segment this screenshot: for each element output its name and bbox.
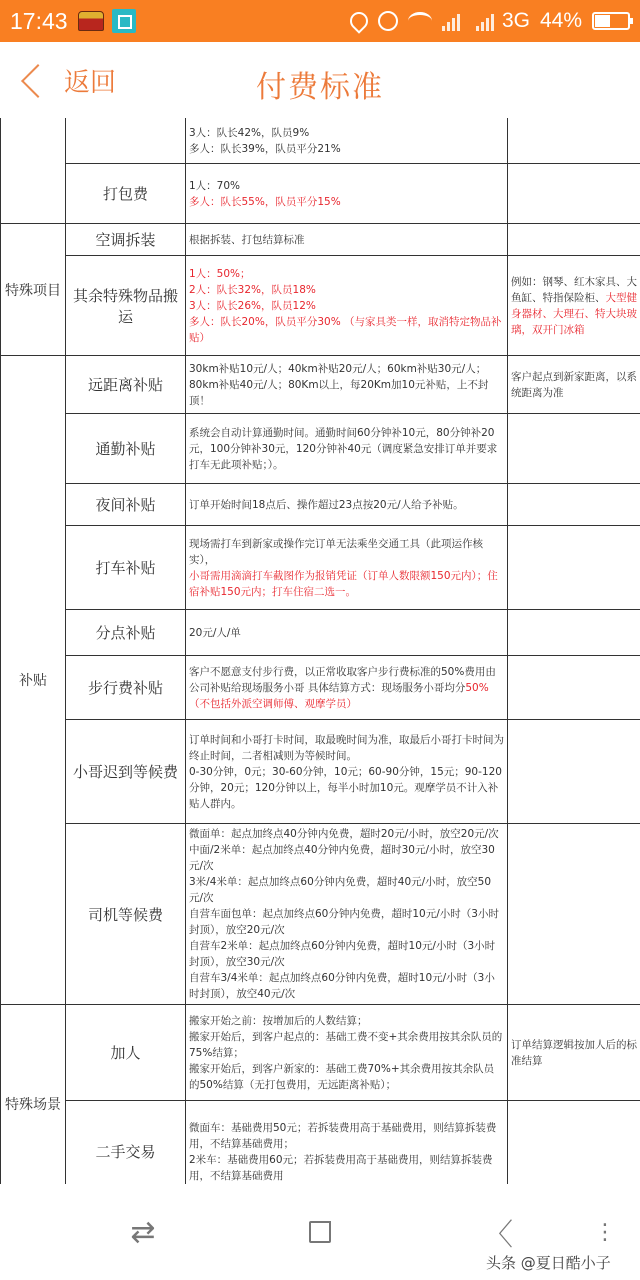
description-text: 0-30分钟，0元；30-60分钟，10元；60-90分钟，15元；90-120分钟，20元；120分钟以上，每半小时加10元。观摩学员不计入补贴人群内。 — [189, 765, 502, 810]
alarm-icon — [378, 11, 398, 31]
nav-bar — [0, 42, 640, 118]
note-cell — [508, 824, 640, 1005]
description-text: 自营车面包单：起点加终点60分钟内免费，超时10元/小时（3小时封顶），放空20元/次 — [189, 908, 499, 936]
description-text: 50%（不包括外派空调师傅、观摩学员） — [189, 681, 489, 710]
back-label: 返回 — [64, 68, 117, 98]
description-text: 订单时间和小哥打卡时间，取最晚时间为准，取最后小哥打卡时间为终止时间，二者相减则为等候时间。 — [189, 733, 504, 762]
description-text: 根据拆装、打包结算标准 — [189, 233, 305, 246]
table-row — [1, 484, 640, 526]
description-text: 1人：50%； — [189, 267, 251, 280]
location-icon — [346, 8, 371, 33]
description-text: 订单开始时间18点后、操作超过23点按20元/人给予补贴。 — [189, 498, 464, 511]
description-cell — [186, 256, 508, 356]
description-cell — [186, 118, 508, 164]
battery-icon — [592, 12, 630, 30]
item-cell — [66, 118, 186, 164]
scan-icon — [112, 9, 136, 33]
status-bar — [0, 0, 640, 42]
table-row — [1, 656, 640, 720]
description-cell — [186, 356, 508, 414]
status-indicators — [350, 9, 630, 33]
description-text: 2米车：基础费用60元；若拆装费用高于基础费用，则结算拆装费用，不结算基础费用 — [189, 1153, 493, 1182]
note-text: 客户起点到新家距离，以系统距离为准 — [511, 370, 637, 399]
description-cell — [186, 164, 508, 224]
item-cell: 二手交易 — [66, 1101, 186, 1185]
note-cell — [508, 526, 640, 610]
menu-icon[interactable]: ⋮ — [594, 1219, 616, 1245]
description-text: 搬家开始后，到客户起点的：基础工费不变+其余费用按其余队员的75%结算； — [189, 1030, 503, 1059]
description-cell — [186, 1005, 508, 1101]
table-row — [1, 224, 640, 256]
back-button[interactable] — [18, 62, 116, 99]
note-cell — [508, 1101, 640, 1185]
category-cell — [1, 118, 66, 224]
note-cell — [508, 164, 640, 224]
item-cell: 其余特殊物品搬运 — [66, 256, 186, 356]
description-text: 中面/2米单：起点加终点40分钟内免费，超时30元/小时，放空30元/次 — [189, 844, 495, 872]
table-row — [1, 1101, 640, 1185]
back-nav-icon[interactable]: 〈 — [483, 1218, 513, 1253]
table-row — [1, 256, 640, 356]
item-cell: 打包费 — [66, 164, 186, 224]
table-row — [1, 356, 640, 414]
item-cell: 夜间补贴 — [66, 484, 186, 526]
item-cell: 远距离补贴 — [66, 356, 186, 414]
note-cell — [508, 256, 640, 356]
table-row — [1, 610, 640, 656]
note-cell — [508, 414, 640, 484]
description-cell — [186, 1101, 508, 1185]
item-cell: 司机等候费 — [66, 824, 186, 1005]
home-icon[interactable] — [300, 1212, 340, 1252]
item-cell: 通勤补贴 — [66, 414, 186, 484]
description-cell — [186, 656, 508, 720]
signal-icon — [476, 11, 500, 31]
note-cell — [508, 1005, 640, 1101]
description-text: 2人：队长32%，队员18% — [189, 283, 316, 296]
status-time: 17:43 — [10, 7, 68, 34]
item-cell: 空调拆装 — [66, 224, 186, 256]
description-text: 多人：队长55%，队员平分15% — [189, 195, 341, 208]
table-row — [1, 164, 640, 224]
table-row — [1, 824, 640, 1005]
battery-percent: 44% — [539, 9, 582, 32]
wifi-icon — [408, 12, 432, 30]
description-text: 20元/人/单 — [189, 626, 241, 639]
fee-document[interactable] — [0, 118, 640, 1184]
page-title: 付费标准 — [256, 70, 384, 105]
chevron-left-icon — [21, 64, 55, 98]
description-text: 1人：70% — [189, 179, 241, 192]
network-type: 3G — [501, 9, 530, 32]
table-row — [1, 720, 640, 824]
description-text: 客户不愿意支付步行费，以正常收取客户步行费标准的50%费用由公司补贴给现场服务小哥 具体结算方式：现场服务小哥均分 — [189, 665, 496, 694]
note-text: 例如：钢琴、红木家具、大鱼缸、特指保险柜、 — [511, 275, 637, 304]
item-cell: 小哥迟到等候费 — [66, 720, 186, 824]
table-row — [1, 414, 640, 484]
description-cell — [186, 610, 508, 656]
note-cell — [508, 118, 640, 164]
description-text: 微面单：起点加终点40分钟内免费，超时20元/小时，放空20元/次 — [189, 828, 499, 840]
description-cell — [186, 414, 508, 484]
description-text: 多人：队长39%，队员平分21% — [189, 142, 341, 155]
note-cell — [508, 656, 640, 720]
treasure-chest-icon — [78, 11, 104, 31]
note-cell — [508, 484, 640, 526]
description-text: 3米/4米单：起点加终点60分钟内免费，超时40元/小时，放空50元/次 — [189, 876, 492, 904]
description-cell — [186, 224, 508, 256]
item-cell: 打车补贴 — [66, 526, 186, 610]
description-text: 3人：队长42%，队员9% — [189, 126, 310, 139]
note-text: 订单结算逻辑按加人后的标准结算 — [511, 1038, 637, 1067]
description-text: 30km补贴10元/人；40km补贴20元/人；60km补贴30元/人；80km补贴40元/人；80Km以上，每20Km加10元补贴，上不封顶！ — [189, 362, 489, 407]
note-text: 大型健身器材、大理石、特大块玻璃，双开门冰箱 — [511, 291, 637, 336]
description-text: 小哥需用滴滴打车截图作为报销凭证（订单人数限额150元内）；住宿补贴150元内；打车住宿二选一。 — [189, 569, 498, 598]
category-cell: 特殊场景 — [1, 1005, 66, 1185]
table-row — [1, 526, 640, 610]
description-text: 系统会自动计算通勤时间。通勤时间60分钟补10元，80分钟补20元，100分钟补30元，120分钟补40元（调度紧急安排订单并要求打车无此项补贴；）。 — [189, 426, 498, 471]
description-text: 微面车：基础费用50元；若拆装费用高于基础费用，则结算拆装费用，不结算基础费用； — [189, 1121, 497, 1150]
signal-icon — [442, 11, 466, 31]
table-row — [1, 118, 640, 164]
description-text: 自营车2米单：起点加终点60分钟内免费，超时10元/小时（3小时封顶），放空30元/次 — [189, 940, 496, 968]
description-text: 搬家开始后，到客户新家的：基础工费70%+其余费用按其余队员的50%结算（无打包费用，无远距离补贴）； — [189, 1062, 495, 1091]
note-cell — [508, 610, 640, 656]
item-cell: 步行费补贴 — [66, 656, 186, 720]
description-cell — [186, 484, 508, 526]
item-cell: 分点补贴 — [66, 610, 186, 656]
description-cell — [186, 720, 508, 824]
description-text: 自营车3/4米单：起点加终点60分钟内免费，超时10元/小时（3小时封顶），放空40元/次 — [189, 972, 495, 1000]
category-cell: 特殊项目 — [1, 224, 66, 356]
description-cell — [186, 824, 508, 1005]
description-text: 多人：队长20%，队员平分30% （与家具类一样，取消特定物品补贴） — [189, 315, 502, 344]
watermark: 头条 @夏日酷小子 — [486, 1254, 611, 1272]
note-cell — [508, 356, 640, 414]
note-cell — [508, 720, 640, 824]
item-cell: 加人 — [66, 1005, 186, 1101]
description-cell — [186, 526, 508, 610]
table-row — [1, 1005, 640, 1101]
fee-table — [0, 118, 640, 1184]
description-text: 3人：队长26%，队员12% — [189, 299, 316, 312]
description-text: 搬家开始之前：按增加后的人数结算； — [189, 1014, 368, 1027]
switch-apps-icon[interactable]: ⇄ — [130, 1214, 156, 1250]
note-cell — [508, 224, 640, 256]
category-cell: 补贴 — [1, 356, 66, 1005]
description-text: 现场需打车到新家或操作完订单无法乘坐交通工具（此项运作核实）， — [189, 537, 483, 566]
